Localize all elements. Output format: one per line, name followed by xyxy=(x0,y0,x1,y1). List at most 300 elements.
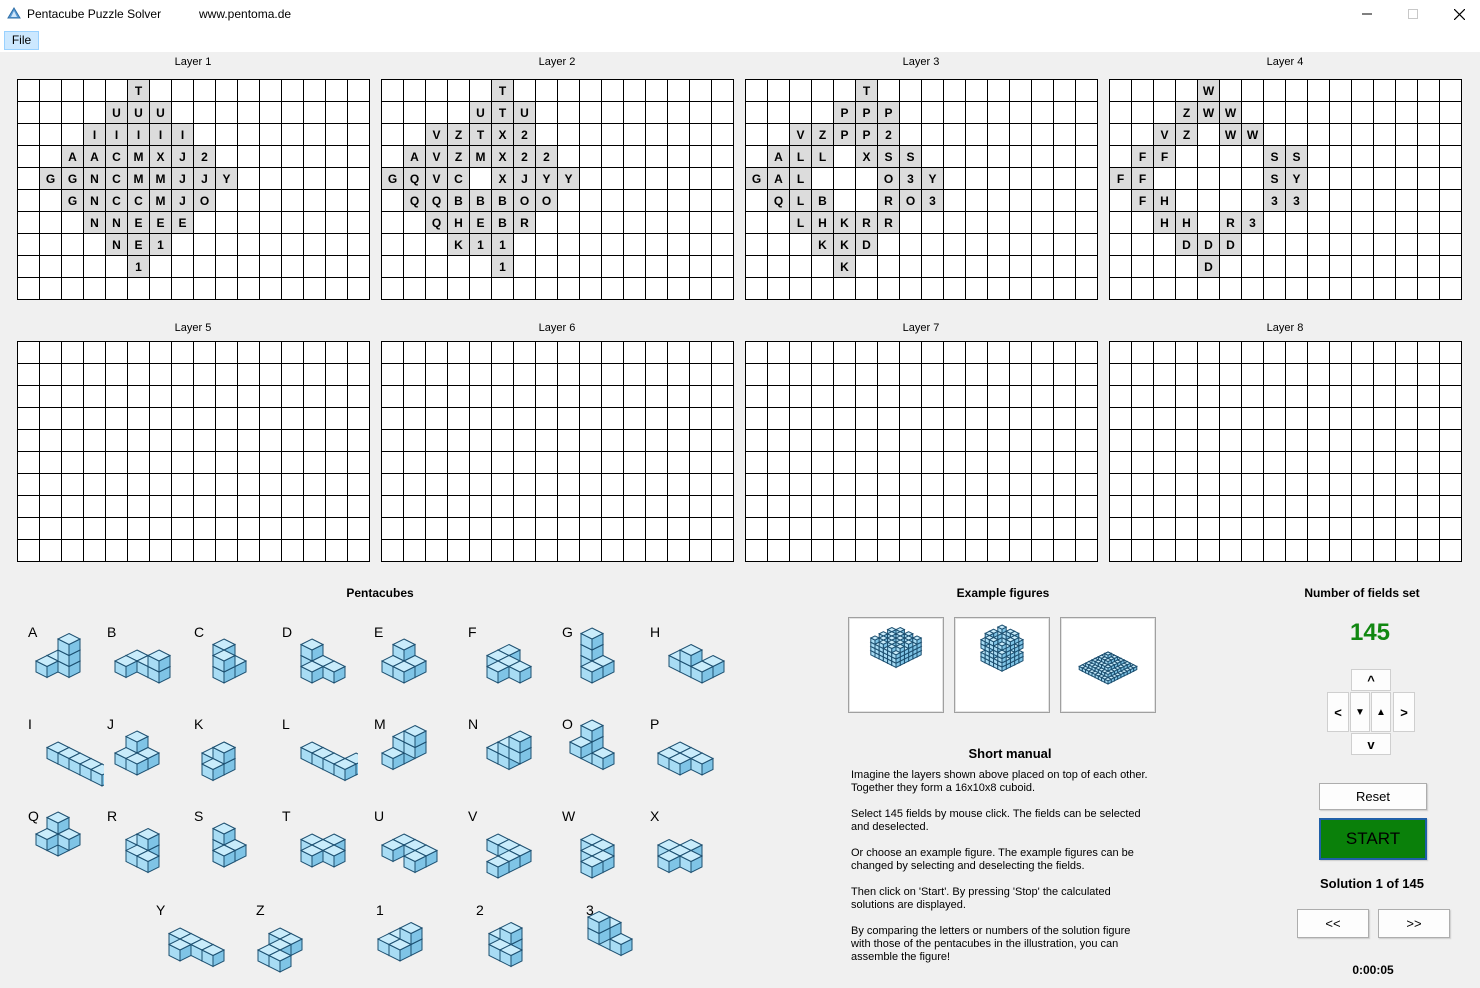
grid-cell[interactable] xyxy=(470,430,492,452)
grid-cell[interactable] xyxy=(1374,452,1396,474)
grid-cell[interactable] xyxy=(1132,474,1154,496)
grid-cell[interactable] xyxy=(746,190,768,212)
grid-cell[interactable] xyxy=(1418,342,1440,364)
grid-cell[interactable] xyxy=(790,474,812,496)
grid-cell[interactable] xyxy=(1396,342,1418,364)
grid-cell[interactable] xyxy=(326,256,348,278)
grid-cell[interactable] xyxy=(404,452,426,474)
grid-cell[interactable] xyxy=(900,80,922,102)
grid-cell[interactable] xyxy=(1352,540,1374,562)
grid-cell[interactable] xyxy=(150,540,172,562)
grid-cell[interactable] xyxy=(988,342,1010,364)
grid-cell[interactable] xyxy=(106,364,128,386)
grid-cell[interactable] xyxy=(790,364,812,386)
grid-cell[interactable] xyxy=(1440,342,1462,364)
grid-cell[interactable] xyxy=(1330,496,1352,518)
grid-cell[interactable] xyxy=(1330,364,1352,386)
grid-cell[interactable] xyxy=(216,540,238,562)
grid-cell[interactable] xyxy=(1308,212,1330,234)
grid-cell[interactable] xyxy=(746,430,768,452)
grid-cell[interactable] xyxy=(382,102,404,124)
grid-cell[interactable] xyxy=(646,146,668,168)
grid-cell[interactable] xyxy=(624,496,646,518)
grid-cell[interactable] xyxy=(514,452,536,474)
grid-cell[interactable] xyxy=(900,430,922,452)
grid-cell[interactable] xyxy=(900,124,922,146)
grid-cell[interactable] xyxy=(1286,80,1308,102)
grid-cell[interactable] xyxy=(238,408,260,430)
grid-cell[interactable] xyxy=(988,386,1010,408)
grid-cell[interactable] xyxy=(812,80,834,102)
grid-cell[interactable] xyxy=(238,452,260,474)
grid-cell[interactable] xyxy=(1032,540,1054,562)
grid-cell[interactable] xyxy=(1110,540,1132,562)
grid-cell[interactable] xyxy=(18,342,40,364)
grid-cell[interactable] xyxy=(768,256,790,278)
grid-cell[interactable] xyxy=(238,540,260,562)
grid-cell[interactable] xyxy=(304,452,326,474)
grid-cell[interactable] xyxy=(1440,386,1462,408)
grid-cell[interactable] xyxy=(40,278,62,300)
grid-cell[interactable] xyxy=(216,234,238,256)
grid-cell[interactable] xyxy=(536,80,558,102)
grid-cell[interactable] xyxy=(646,102,668,124)
grid-cell[interactable] xyxy=(812,540,834,562)
grid-cell[interactable] xyxy=(216,256,238,278)
previous-solution-button[interactable]: << xyxy=(1297,909,1369,938)
grid-cell[interactable] xyxy=(988,168,1010,190)
grid-cell[interactable] xyxy=(878,430,900,452)
grid-cell[interactable] xyxy=(514,408,536,430)
grid-cell[interactable] xyxy=(404,496,426,518)
grid-cell[interactable] xyxy=(624,80,646,102)
grid-cell[interactable] xyxy=(84,278,106,300)
grid-cell[interactable] xyxy=(1374,256,1396,278)
grid-cell[interactable] xyxy=(646,212,668,234)
grid-cell[interactable] xyxy=(602,540,624,562)
grid-cell[interactable] xyxy=(988,102,1010,124)
grid-cell[interactable] xyxy=(878,342,900,364)
grid-cell[interactable] xyxy=(812,386,834,408)
grid-cell[interactable] xyxy=(326,408,348,430)
grid-cell[interactable] xyxy=(128,430,150,452)
grid-cell[interactable] xyxy=(1076,146,1098,168)
grid-cell[interactable] xyxy=(646,278,668,300)
grid-cell[interactable] xyxy=(1396,102,1418,124)
grid-cell[interactable] xyxy=(668,408,690,430)
grid-cell[interactable] xyxy=(382,256,404,278)
grid-cell[interactable] xyxy=(834,146,856,168)
grid-cell[interactable] xyxy=(580,80,602,102)
grid-cell[interactable] xyxy=(988,190,1010,212)
grid-cell[interactable] xyxy=(304,364,326,386)
grid-cell[interactable] xyxy=(326,80,348,102)
grid-cell[interactable] xyxy=(558,212,580,234)
grid-cell[interactable] xyxy=(856,496,878,518)
grid-cell[interactable] xyxy=(668,518,690,540)
grid-cell[interactable] xyxy=(1264,124,1286,146)
grid-cell[interactable] xyxy=(878,452,900,474)
grid-cell[interactable] xyxy=(712,430,734,452)
grid-cell[interactable] xyxy=(1396,168,1418,190)
grid-cell[interactable] xyxy=(238,212,260,234)
grid-cell[interactable] xyxy=(1076,386,1098,408)
grid-cell[interactable] xyxy=(1010,540,1032,562)
grid-cell[interactable] xyxy=(18,256,40,278)
grid-cell[interactable] xyxy=(448,102,470,124)
grid-cell[interactable] xyxy=(1198,124,1220,146)
grid-cell[interactable] xyxy=(1054,364,1076,386)
grid-cell[interactable] xyxy=(624,212,646,234)
grid-cell[interactable] xyxy=(448,342,470,364)
grid-cell[interactable] xyxy=(106,80,128,102)
grid-cell[interactable] xyxy=(304,278,326,300)
grid-cell[interactable] xyxy=(62,342,84,364)
grid-cell[interactable] xyxy=(624,234,646,256)
grid-cell[interactable] xyxy=(602,278,624,300)
grid-cell[interactable] xyxy=(966,496,988,518)
grid-cell[interactable] xyxy=(624,102,646,124)
grid-cell[interactable] xyxy=(128,386,150,408)
grid-cell[interactable] xyxy=(1132,364,1154,386)
grid-cell[interactable] xyxy=(1396,364,1418,386)
grid-cell[interactable] xyxy=(260,408,282,430)
grid-cell[interactable] xyxy=(856,540,878,562)
grid-cell[interactable] xyxy=(1198,452,1220,474)
grid-cell[interactable] xyxy=(194,256,216,278)
grid-cell[interactable] xyxy=(768,342,790,364)
grid-cell[interactable] xyxy=(216,342,238,364)
move-up-button[interactable]: ^ xyxy=(1351,669,1391,691)
grid-cell[interactable] xyxy=(40,364,62,386)
grid-cell[interactable] xyxy=(128,342,150,364)
grid-cell[interactable] xyxy=(84,474,106,496)
grid-cell[interactable] xyxy=(1308,168,1330,190)
grid-cell[interactable] xyxy=(1054,386,1076,408)
grid-cell[interactable] xyxy=(348,234,370,256)
grid-cell[interactable] xyxy=(448,496,470,518)
start-button[interactable]: START xyxy=(1319,818,1427,860)
grid-cell[interactable] xyxy=(260,102,282,124)
grid-cell[interactable] xyxy=(712,408,734,430)
grid-cell[interactable] xyxy=(746,540,768,562)
grid-cell[interactable] xyxy=(150,80,172,102)
grid-cell[interactable] xyxy=(690,212,712,234)
grid-cell[interactable] xyxy=(382,496,404,518)
grid-cell[interactable] xyxy=(812,518,834,540)
grid-cell[interactable] xyxy=(668,452,690,474)
grid-cell[interactable] xyxy=(426,540,448,562)
grid-cell[interactable] xyxy=(712,342,734,364)
grid-cell[interactable] xyxy=(988,278,1010,300)
grid-cell[interactable] xyxy=(1396,256,1418,278)
grid-cell[interactable] xyxy=(1010,124,1032,146)
grid-cell[interactable] xyxy=(216,452,238,474)
grid-cell[interactable] xyxy=(18,364,40,386)
grid-cell[interactable] xyxy=(790,408,812,430)
grid-cell[interactable] xyxy=(646,190,668,212)
grid-cell[interactable] xyxy=(1418,474,1440,496)
grid-cell[interactable] xyxy=(1054,278,1076,300)
grid-cell[interactable] xyxy=(922,146,944,168)
grid-cell[interactable] xyxy=(1308,474,1330,496)
grid-cell[interactable] xyxy=(1076,518,1098,540)
grid-cell[interactable] xyxy=(1374,342,1396,364)
grid-cell[interactable] xyxy=(304,124,326,146)
grid-cell[interactable] xyxy=(1132,518,1154,540)
grid-cell[interactable] xyxy=(536,474,558,496)
grid-cell[interactable] xyxy=(404,80,426,102)
grid-cell[interactable] xyxy=(536,386,558,408)
grid-cell[interactable] xyxy=(602,342,624,364)
grid-cell[interactable] xyxy=(470,278,492,300)
grid-cell[interactable] xyxy=(580,496,602,518)
grid-cell[interactable] xyxy=(1308,518,1330,540)
grid-cell[interactable] xyxy=(1132,386,1154,408)
grid-cell[interactable] xyxy=(922,80,944,102)
grid-cell[interactable] xyxy=(1032,80,1054,102)
grid-cell[interactable] xyxy=(790,234,812,256)
grid-cell[interactable] xyxy=(668,80,690,102)
grid-cell[interactable] xyxy=(18,496,40,518)
grid-cell[interactable] xyxy=(1440,80,1462,102)
grid-cell[interactable] xyxy=(1308,540,1330,562)
grid-cell[interactable] xyxy=(382,540,404,562)
grid-cell[interactable] xyxy=(470,452,492,474)
grid-cell[interactable] xyxy=(260,430,282,452)
grid-cell[interactable] xyxy=(348,80,370,102)
grid-cell[interactable] xyxy=(492,518,514,540)
grid-cell[interactable] xyxy=(790,256,812,278)
grid-cell[interactable] xyxy=(834,190,856,212)
grid-cell[interactable] xyxy=(1418,190,1440,212)
grid-cell[interactable] xyxy=(238,430,260,452)
grid-cell[interactable] xyxy=(382,474,404,496)
grid-cell[interactable] xyxy=(1352,496,1374,518)
grid-cell[interactable] xyxy=(1076,256,1098,278)
grid-cell[interactable] xyxy=(172,234,194,256)
grid-cell[interactable] xyxy=(790,278,812,300)
grid-cell[interactable] xyxy=(172,430,194,452)
grid-cell[interactable] xyxy=(646,408,668,430)
grid-cell[interactable] xyxy=(712,234,734,256)
grid-cell[interactable] xyxy=(536,278,558,300)
grid-cell[interactable] xyxy=(1440,256,1462,278)
grid-cell[interactable] xyxy=(602,474,624,496)
grid-cell[interactable] xyxy=(1110,518,1132,540)
grid-cell[interactable] xyxy=(172,342,194,364)
grid-cell[interactable] xyxy=(690,474,712,496)
grid-cell[interactable] xyxy=(282,452,304,474)
grid-cell[interactable] xyxy=(1198,386,1220,408)
grid-cell[interactable] xyxy=(966,474,988,496)
grid-cell[interactable] xyxy=(966,102,988,124)
grid-cell[interactable] xyxy=(668,474,690,496)
grid-cell[interactable] xyxy=(536,496,558,518)
grid-cell[interactable] xyxy=(944,80,966,102)
grid-cell[interactable] xyxy=(1352,452,1374,474)
grid-cell[interactable] xyxy=(1374,102,1396,124)
grid-cell[interactable] xyxy=(1110,102,1132,124)
grid-cell[interactable] xyxy=(326,474,348,496)
grid-cell[interactable] xyxy=(238,102,260,124)
grid-cell[interactable] xyxy=(1132,540,1154,562)
grid-cell[interactable] xyxy=(1154,496,1176,518)
grid-cell[interactable] xyxy=(1010,496,1032,518)
grid-cell[interactable] xyxy=(1154,102,1176,124)
grid-cell[interactable] xyxy=(768,234,790,256)
grid-cell[interactable] xyxy=(1110,234,1132,256)
grid-cell[interactable] xyxy=(746,80,768,102)
grid-cell[interactable] xyxy=(1198,540,1220,562)
grid-cell[interactable] xyxy=(690,452,712,474)
grid-cell[interactable] xyxy=(1286,474,1308,496)
grid-cell[interactable] xyxy=(1198,408,1220,430)
grid-cell[interactable] xyxy=(602,212,624,234)
grid-cell[interactable] xyxy=(624,474,646,496)
grid-cell[interactable] xyxy=(426,518,448,540)
grid-cell[interactable] xyxy=(260,474,282,496)
grid-cell[interactable] xyxy=(1076,430,1098,452)
grid-cell[interactable] xyxy=(470,540,492,562)
grid-cell[interactable] xyxy=(1220,364,1242,386)
grid-cell[interactable] xyxy=(878,408,900,430)
grid-cell[interactable] xyxy=(470,342,492,364)
grid-cell[interactable] xyxy=(878,234,900,256)
grid-cell[interactable] xyxy=(812,364,834,386)
grid-cell[interactable] xyxy=(746,146,768,168)
grid-cell[interactable] xyxy=(1418,496,1440,518)
grid-cell[interactable] xyxy=(602,102,624,124)
grid-cell[interactable] xyxy=(238,364,260,386)
grid-cell[interactable] xyxy=(790,540,812,562)
grid-cell[interactable] xyxy=(1076,496,1098,518)
grid-cell[interactable] xyxy=(18,234,40,256)
grid-cell[interactable] xyxy=(260,146,282,168)
grid-cell[interactable] xyxy=(426,80,448,102)
grid-cell[interactable] xyxy=(150,496,172,518)
grid-cell[interactable] xyxy=(1374,496,1396,518)
grid-cell[interactable] xyxy=(1054,124,1076,146)
grid-cell[interactable] xyxy=(922,408,944,430)
grid-cell[interactable] xyxy=(1242,540,1264,562)
grid-cell[interactable] xyxy=(1440,452,1462,474)
grid-cell[interactable] xyxy=(514,496,536,518)
grid-cell[interactable] xyxy=(712,168,734,190)
grid-cell[interactable] xyxy=(1352,278,1374,300)
grid-cell[interactable] xyxy=(900,518,922,540)
grid-cell[interactable] xyxy=(18,386,40,408)
grid-cell[interactable] xyxy=(106,518,128,540)
grid-cell[interactable] xyxy=(690,540,712,562)
grid-cell[interactable] xyxy=(514,278,536,300)
grid-cell[interactable] xyxy=(1352,212,1374,234)
grid-cell[interactable] xyxy=(348,190,370,212)
grid-cell[interactable] xyxy=(172,518,194,540)
grid-cell[interactable] xyxy=(580,102,602,124)
grid-cell[interactable] xyxy=(580,364,602,386)
grid-cell[interactable] xyxy=(348,452,370,474)
grid-cell[interactable] xyxy=(1110,190,1132,212)
grid-cell[interactable] xyxy=(382,124,404,146)
grid-cell[interactable] xyxy=(1110,124,1132,146)
grid-cell[interactable] xyxy=(282,102,304,124)
grid-cell[interactable] xyxy=(1330,190,1352,212)
grid-cell[interactable] xyxy=(18,124,40,146)
grid-cell[interactable] xyxy=(1032,102,1054,124)
grid-cell[interactable] xyxy=(624,278,646,300)
grid-cell[interactable] xyxy=(216,408,238,430)
grid-cell[interactable] xyxy=(602,452,624,474)
grid-cell[interactable] xyxy=(470,256,492,278)
grid-cell[interactable] xyxy=(944,386,966,408)
grid-cell[interactable] xyxy=(856,364,878,386)
grid-cell[interactable] xyxy=(18,80,40,102)
grid-cell[interactable] xyxy=(1440,278,1462,300)
grid-cell[interactable] xyxy=(282,518,304,540)
grid-cell[interactable] xyxy=(668,146,690,168)
grid-cell[interactable] xyxy=(768,278,790,300)
grid-cell[interactable] xyxy=(922,234,944,256)
grid-cell[interactable] xyxy=(856,278,878,300)
grid-cell[interactable] xyxy=(580,278,602,300)
grid-cell[interactable] xyxy=(878,518,900,540)
grid-cell[interactable] xyxy=(1110,386,1132,408)
grid-cell[interactable] xyxy=(1032,342,1054,364)
grid-cell[interactable] xyxy=(1154,408,1176,430)
grid-cell[interactable] xyxy=(304,212,326,234)
grid-cell[interactable] xyxy=(790,430,812,452)
grid-cell[interactable] xyxy=(1010,190,1032,212)
grid-cell[interactable] xyxy=(62,102,84,124)
grid-cell[interactable] xyxy=(260,518,282,540)
grid-cell[interactable] xyxy=(624,540,646,562)
grid-cell[interactable] xyxy=(768,452,790,474)
grid-cell[interactable] xyxy=(1440,124,1462,146)
grid-cell[interactable] xyxy=(1396,212,1418,234)
grid-cell[interactable] xyxy=(1054,474,1076,496)
grid-cell[interactable] xyxy=(194,212,216,234)
grid-cell[interactable] xyxy=(878,278,900,300)
grid-cell[interactable] xyxy=(492,278,514,300)
grid-cell[interactable] xyxy=(150,408,172,430)
grid-cell[interactable] xyxy=(558,386,580,408)
grid-cell[interactable] xyxy=(470,408,492,430)
grid-cell[interactable] xyxy=(1176,474,1198,496)
grid-cell[interactable] xyxy=(646,386,668,408)
grid-cell[interactable] xyxy=(712,364,734,386)
grid-cell[interactable] xyxy=(84,430,106,452)
grid-cell[interactable] xyxy=(18,212,40,234)
grid-cell[interactable] xyxy=(128,408,150,430)
grid-cell[interactable] xyxy=(216,124,238,146)
grid-cell[interactable] xyxy=(1396,408,1418,430)
grid-cell[interactable] xyxy=(1176,364,1198,386)
grid-cell[interactable] xyxy=(326,364,348,386)
grid-cell[interactable] xyxy=(1440,190,1462,212)
grid-cell[interactable] xyxy=(900,386,922,408)
grid-cell[interactable] xyxy=(856,518,878,540)
grid-cell[interactable] xyxy=(768,386,790,408)
grid-cell[interactable] xyxy=(1242,168,1264,190)
grid-cell[interactable] xyxy=(624,430,646,452)
grid-cell[interactable] xyxy=(746,256,768,278)
grid-cell[interactable] xyxy=(1264,342,1286,364)
grid-cell[interactable] xyxy=(1076,452,1098,474)
grid-cell[interactable] xyxy=(1220,496,1242,518)
grid-cell[interactable] xyxy=(646,496,668,518)
grid-cell[interactable] xyxy=(326,102,348,124)
